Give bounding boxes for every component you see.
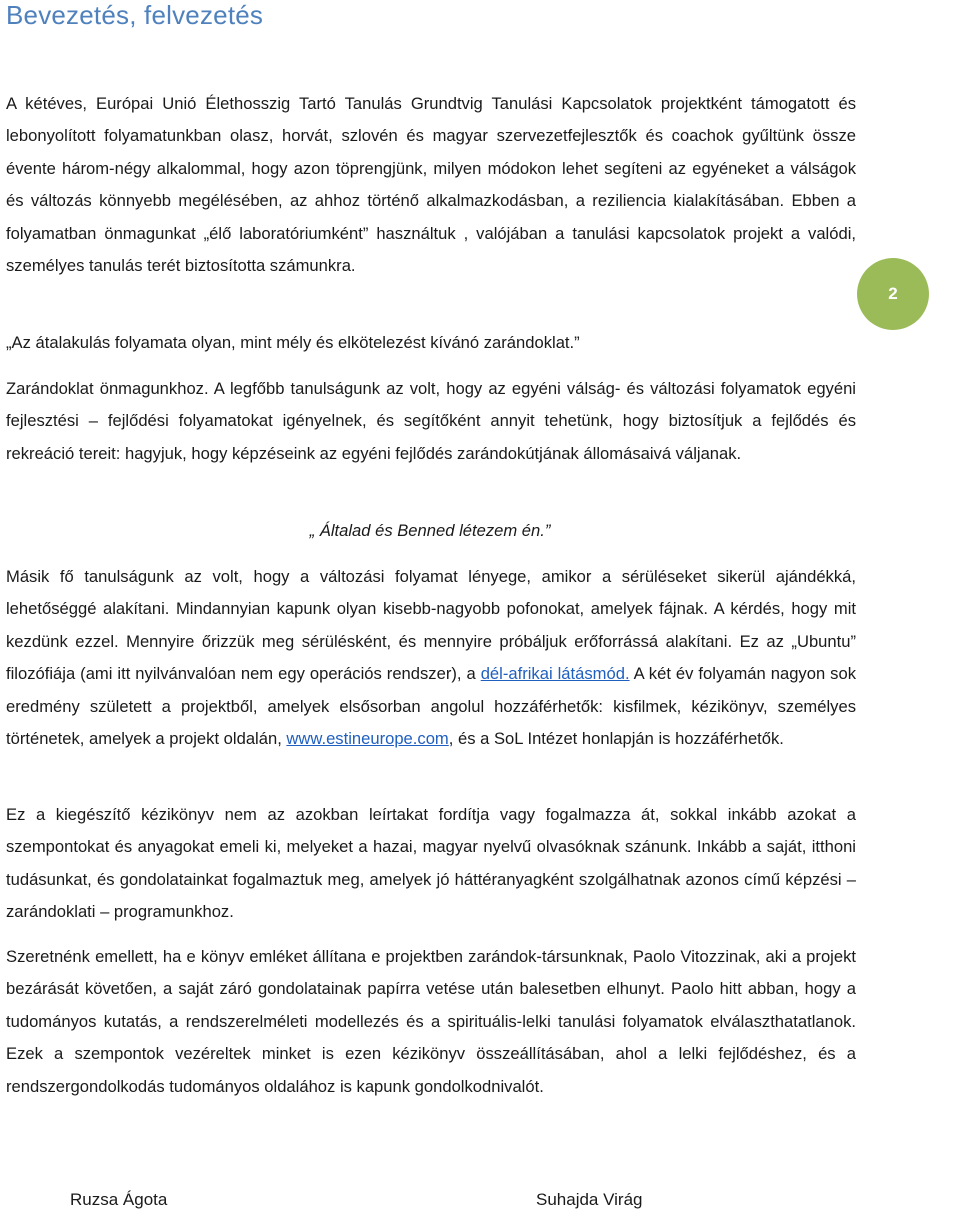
paragraph-lessons [6, 561, 856, 755]
page-number: 2 [888, 284, 898, 303]
paragraph-handbook: Ez a kiegészítő kézikönyv nem az azokban leírtakat fordítja vagy fogalmazza át, sokkal inkább azokat a szempontokat és anyagokat emeli ki, melyeket a hazai, magyar nyelvű olvasóknak szánunk. Inkább a saját, itthoni tudásunkat, és gondolatainkat fogalmaztuk meg, amelyek jó háttéranyagként szolgálhatnak azonos című képzési – zarándoklati – programunkhoz. [6, 805, 856, 922]
paragraph-memorial: Szeretnénk emellett, ha e könyv emléket állítana e projektben zarándok-társunknak, Paolo Vitozzinak, aki a projekt bezárását követően, a saját záró gondolatainak papírra vetése után balesetben elhunyt. Paolo hitt abban, hogy a tudományos kutatás, a rendszerelméleti modellezés és a spirituális-lelki tanulási folyamatok elválaszthatatlanok. Ezek a szempontok vezéreltek minket is ezen kézikönyv összeállításában, ahol a lelki fejlődéshez, és a rendszergondolkodás tudományos oldalához is kapunk gondolkodnivalót. [6, 947, 856, 1096]
paragraph-lessons-part3: , és a SoL Intézet honlapján is hozzáférhetők. [448, 729, 784, 749]
estineurope-link[interactable]: www.estineurope.com [286, 729, 449, 749]
quote-ubuntu: „ Általad és Benned létezem én.” [309, 521, 551, 540]
page-title: Bevezetés, felvezetés [6, 0, 264, 30]
paragraph-lessons-part2: A két év folyamán nagyon sok eredmény született a projektből, amelyek elsősorban angolul hozzáférhetők: kisfilmek, kézikönyv, személyes történetek, amelyek a projekt oldalán, [6, 664, 856, 749]
paragraph-lessons-part1: Másik fő tanulságunk az volt, hogy a változási folyamat lényege, amikor a sérüléseket sikerül ajándékká, lehetőséggé alakítani. Mindannyian kapunk olyan kisebb-nagyobb pofonokat, amelyek fájnak. A kérdés, hogy mit kezdünk ezzel. Mennyire őrizzük meg sérülésként, és mennyire próbáljuk erőforrássá alakítani. Ez az „Ubuntu” filozófiája (ami itt nyilvánvalóan nem egy operációs rendszer), a [6, 567, 856, 684]
quote-transformation: „Az átalakulás folyamata olyan, mint mély és elkötelezést kívánó zarándoklat.” [6, 333, 580, 352]
page-number-badge [857, 258, 929, 330]
signature-right: Suhajda Virág [536, 1190, 643, 1209]
paragraph-intro: A kétéves, Európai Unió Élethosszig Tartó Tanulás Grundtvig Tanulási Kapcsolatok projektként támogatott és lebonyolított folyamatunkban olasz, horvát, szlovén és magyar szervezetfejlesztők és coachok gyűltünk össze évente három-négy alkalommal, hogy azon töprengjünk, milyen módokon lehet segíteni az egyéneket a válságok és változás könnyebb megélésében, az ahhoz történő alkalmazkodásban, a reziliencia kialakításában. Ebben a folyamatban önmagunkat „élő laboratóriumként” használtuk , valójában a tanulási kapcsolatok projekt a valódi, személyes tanulás terét biztosította számunkra. [6, 94, 856, 276]
signature-left: Ruzsa Ágota [70, 1190, 168, 1209]
paragraph-pilgrimage: Zarándoklat önmagunkhoz. A legfőbb tanulságunk az volt, hogy az egyéni válság- és változási folyamatok egyéni fejlesztési – fejlődési folyamatokat igényelnek, és segítőként annyit tehetünk, hogy biztosítjuk a fejlődés és rekreáció tereit: hagyjuk, hogy képzéseink az egyéni fejlődés zarándokútjának állomásaivá váljanak. [6, 379, 856, 463]
south-african-view-link[interactable]: dél-afrikai látásmód. [480, 664, 630, 684]
